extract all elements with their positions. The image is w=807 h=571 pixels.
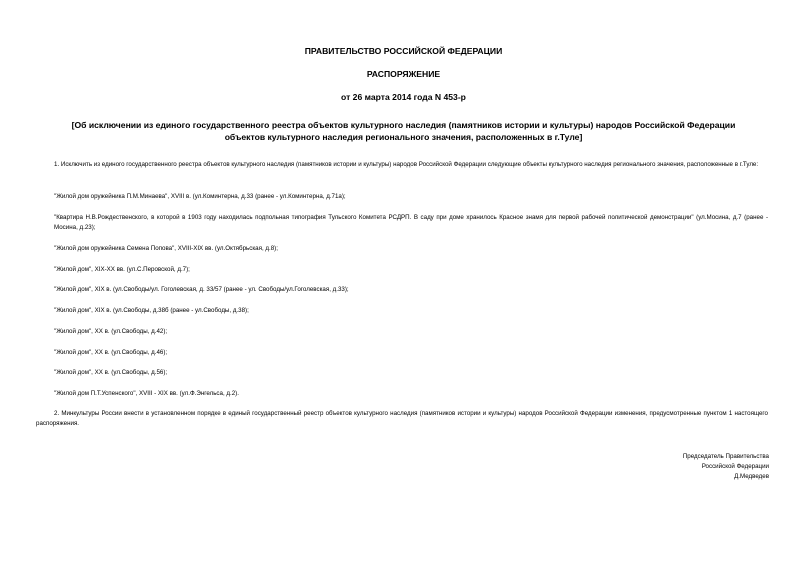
object-item: "Жилой дом", XX в. (ул.Свободы, д.46); — [54, 349, 168, 356]
object-item: "Жилой дом оружейника П.М.Минаева", XVIII в. (ул.Коминтерна, д.33 (ранее - ул.Коминтерна, д.71а); — [54, 193, 346, 200]
object-item: "Жилой дом оружейника Семена Попова", XVIII-XIX вв. (ул.Октябрьская, д.8); — [54, 245, 278, 252]
subject-line-1: [Об исключении из единого государственного реестра объектов культурного наследия (памятников истории и культуры) народов Российской Федерации — [71, 120, 736, 130]
object-item: "Жилой дом", XX в. (ул.Свободы, д.56); — [54, 369, 168, 376]
document-subject — [40, 119, 767, 143]
signer-position-line-1: Председатель Правительства — [682, 453, 769, 460]
clause-1 — [36, 160, 768, 170]
signature-block — [683, 452, 769, 482]
subject-line-2: объектов культурного наследия регионального значения, расположенных в г.Туле] — [224, 132, 583, 142]
object-item: "Жилой дом", XX в. (ул.Свободы, д.42); — [54, 328, 168, 335]
object-item: "Жилой дом", XIX-XX вв. (ул.С.Перовской, д.7); — [54, 266, 190, 273]
signer-name: Д.Медведев — [734, 473, 769, 480]
object-item: "Жилой дом П.Т.Успенского", XVIII - XIX вв. (ул.Ф.Энгельса, д.2). — [54, 390, 239, 397]
object-item: "Жилой дом", XIX в. (ул.Свободы/ул. Гоголевская, д. 33/57 (ранее - ул. Свободы/ул.Гоголевская, д.33); — [54, 286, 349, 293]
clause-2-text: 2. Минкультуры России внести в установленном порядке в единый государственный реестр объектов культурного наследия (памятников истории и культуры) народов Российской Федерации изменения, предусмотренные пунктом 1 настоящего распоряжения. — [36, 410, 768, 427]
document-type-heading: РАСПОРЯЖЕНИЕ — [366, 69, 441, 79]
document-date-number: от 26 марта 2014 года N 453-р — [341, 92, 466, 102]
clause-2 — [36, 409, 768, 429]
object-item: "Жилой дом", XIX в. (ул.Свободы, д.38б (ранее - ул.Свободы, д.38); — [54, 307, 249, 314]
government-heading: ПРАВИТЕЛЬСТВО РОССИЙСКОЙ ФЕДЕРАЦИИ — [304, 46, 503, 56]
object-item: "Квартира Н.В.Рождественского, в которой в 1903 году находилась подпольная типография Тульского Комитета РСДРП. В саду при доме хранилось Красное знамя для первой рабочей политической демонстрации" (ул.Мосина, д.7 (ранее - Мосина, д.23); — [54, 214, 768, 231]
signer-position-line-2: Российской Федерации — [701, 463, 769, 470]
clause-1-text: 1. Исключить из единого государственного реестра объектов культурного наследия (памятников истории и культуры) народов Российской Федерации следующие объекты культурного наследия регионального значения, расположенные в г.Туле: — [54, 161, 759, 168]
